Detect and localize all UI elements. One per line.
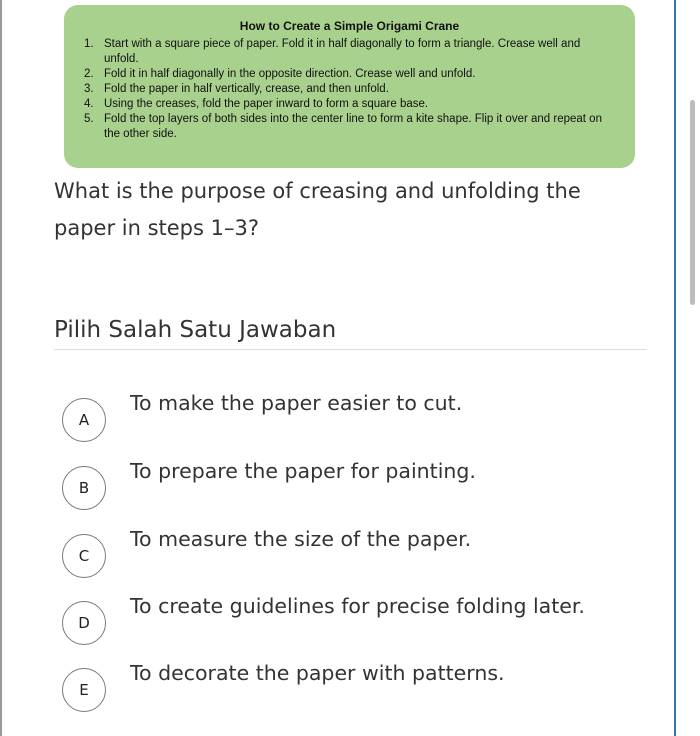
answer-option-c[interactable]: [62, 527, 642, 578]
content-right-border: [674, 0, 676, 736]
step-item: [82, 67, 617, 82]
passage-title: How to Create a Simple Origami Crane: [239, 19, 460, 33]
step-number: 5.: [84, 113, 94, 125]
step-number: 1.: [84, 38, 94, 50]
option-text[interactable]: To prepare the paper for painting.: [130, 459, 476, 483]
question-text: What is the purpose of creasing and unfolding the paper in steps 1–3?: [54, 179, 581, 240]
option-text[interactable]: To create guidelines for precise folding later.: [130, 594, 585, 618]
option-text[interactable]: To measure the size of the paper.: [130, 527, 472, 551]
option-letter-circle[interactable]: E: [62, 668, 106, 712]
answer-option-e[interactable]: [62, 661, 642, 712]
option-text[interactable]: To make the paper easier to cut.: [130, 391, 463, 415]
step-text: Fold the paper in half vertically, crease, and then unfold.: [104, 83, 389, 95]
step-text: Fold it in half diagonally in the opposite direction. Crease well and unfold.: [104, 68, 476, 80]
step-number: 2.: [84, 68, 94, 80]
step-item: [82, 82, 617, 97]
step-text: Start with a square piece of paper. Fold it in half diagonally to form a triangle. Crease well and unfold.: [104, 38, 581, 65]
option-letter-circle[interactable]: C: [62, 534, 106, 578]
step-number: 4.: [84, 98, 94, 110]
left-border: [0, 0, 2, 736]
step-number: 3.: [84, 83, 94, 95]
answer-section-heading: Pilih Salah Satu Jawaban: [54, 317, 337, 343]
step-text: Fold the top layers of both sides into the center line to form a kite shape. Flip it over and repeat on the other side.: [104, 113, 602, 140]
answer-option-d[interactable]: [62, 594, 642, 645]
answer-option-b[interactable]: [62, 459, 642, 510]
option-letter-circle[interactable]: B: [62, 466, 106, 510]
option-text[interactable]: To decorate the paper with patterns.: [130, 661, 505, 685]
answer-option-a[interactable]: [62, 391, 642, 442]
option-letter-circle[interactable]: D: [62, 601, 106, 645]
step-item: [82, 97, 617, 112]
steps-list: [82, 37, 617, 142]
section-divider: [54, 349, 647, 350]
step-item: [82, 112, 617, 142]
step-item: [82, 37, 617, 67]
scrollbar-thumb[interactable]: [690, 100, 695, 305]
option-letter-circle[interactable]: A: [62, 398, 106, 442]
passage-box: [64, 5, 635, 168]
step-text: Using the creases, fold the paper inward to form a square base.: [104, 98, 429, 110]
